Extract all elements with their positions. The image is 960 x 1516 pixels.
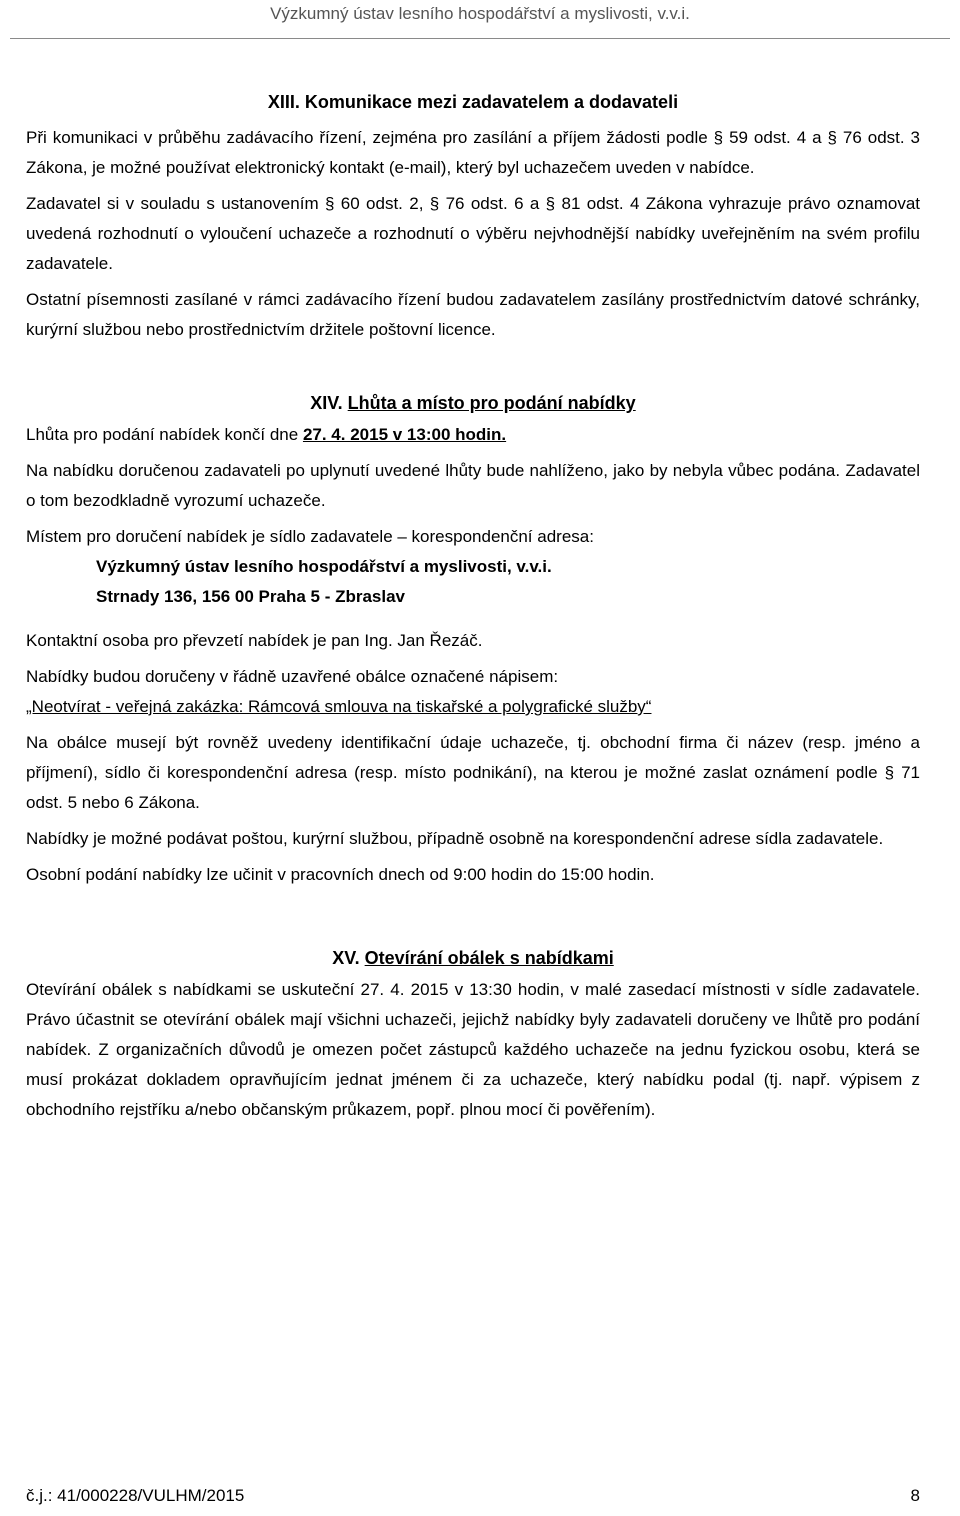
paragraph-delivery-methods: Nabídky je možné podávat poštou, kurýrní službou, případně osobně na korespondenční adrese sídla zadavatele. — [26, 829, 884, 848]
paragraph-documents: Ostatní písemnosti zasílané v rámci zadávacího řízení budou zadavatelem zasílány prostřednictvím datové schránky, kurýrní službou nebo prostřednictvím držitele poštovní licence. — [26, 290, 920, 339]
page-footer — [26, 1486, 920, 1506]
paragraph-contact: Kontaktní osoba pro převzetí nabídek je pan Ing. Jan Řezáč. — [26, 631, 483, 650]
section-heading-xiv — [26, 393, 920, 414]
section-number: XIV. — [310, 393, 343, 413]
section-title: Otevírání obálek s nabídkami — [364, 948, 614, 968]
paragraph-opening: Otevírání obálek s nabídkami se uskuteční 27. 4. 2015 v 13:30 hodin, v malé zasedací místnosti v sídle zadavatele. Právo účastnit se otevírání obálek mají všichni uchazeči, jejichž nabídky byly zadavateli doručeny ve lhůtě pro podání nabídek. Z organizačních důvodů je omezen počet zástupců každého uchazeče na jednu fyzickou osobu, která se musí prokázat dokladem opravňujícím jednat jménem či za uchazeče, který nabídku podal (tj. např. výpisem z obchodního rejstříku a/nebo občanským průkazem, popř. plnou mocí či pověřením). — [26, 980, 920, 1119]
page-number: 8 — [910, 1486, 920, 1505]
paragraph-identification: Na obálce musejí být rovněž uvedeny identifikační údaje uchazeče, tj. obchodní firma či název (resp. jméno a příjmení), sídlo či korespondenční adresa (resp. místo podnikání), na kterou je možné zaslat oznámení podle § 71 odst. 5 nebo 6 Zákona. — [26, 733, 920, 812]
section-title: Lhůta a místo pro podání nabídky — [347, 393, 636, 413]
document-body — [26, 92, 920, 1125]
document-reference: č.j.: 41/000228/VULHM/2015 — [26, 1486, 245, 1505]
envelope-label: „Neotvírat - veřejná zakázka: Rámcová smlouva na tiskařské a polygrafické služby“ — [26, 697, 652, 716]
paragraph-office-hours: Osobní podání nabídky lze učinit v pracovních dnech od 9:00 hodin do 15:00 hodin. — [26, 865, 655, 884]
paragraph-envelope: Nabídky budou doručeny v řádně uzavřené obálce označené nápisem: — [26, 667, 559, 686]
deadline-prefix: Lhůta pro podání nabídek končí dne — [26, 425, 303, 444]
header-divider — [10, 38, 950, 39]
paragraph-deadline — [26, 420, 920, 450]
section-heading-xiii: XIII. Komunikace mezi zadavatelem a dodavateli — [267, 92, 679, 112]
paragraph-late-offer: Na nabídku doručenou zadavateli po uplynutí uvedené lhůty bude nahlíženo, jako by nebyla vůbec podána. Zadavatel o tom bezodkladně vyrozumí uchazeče. — [26, 461, 920, 510]
paragraph-decisions: Zadavatel si v souladu s ustanovením § 60 odst. 2, § 76 odst. 6 a § 81 odst. 4 Zákona vyhrazuje právo oznamovat uvedená rozhodnutí o vyloučení uchazeče a rozhodnutí o výběru nejvhodnější nabídky uveřejněním na svém profilu zadavatele. — [26, 194, 920, 273]
address-line-2: Strnady 136, 156 00 Praha 5 - Zbraslav — [96, 587, 406, 606]
page-header: Výzkumný ústav lesního hospodářství a myslivosti, v.v.i. — [270, 4, 690, 23]
paragraph-delivery-place: Místem pro doručení nabídek je sídlo zadavatele – korespondenční adresa: — [26, 527, 594, 546]
section-heading-xv — [26, 948, 920, 969]
paragraph-communication: Při komunikaci v průběhu zadávacího řízení, zejména pro zasílání a příjem žádosti podle § 59 odst. 4 a § 76 odst. 3 Zákona, je možné používat elektronický kontakt (e-mail), který byl uchazečem uveden v nabídce. — [26, 128, 920, 177]
section-number: XV. — [332, 948, 360, 968]
deadline-value: 27. 4. 2015 v 13:00 hodin. — [302, 425, 507, 444]
address-line-1: Výzkumný ústav lesního hospodářství a myslivosti, v.v.i. — [96, 557, 552, 576]
